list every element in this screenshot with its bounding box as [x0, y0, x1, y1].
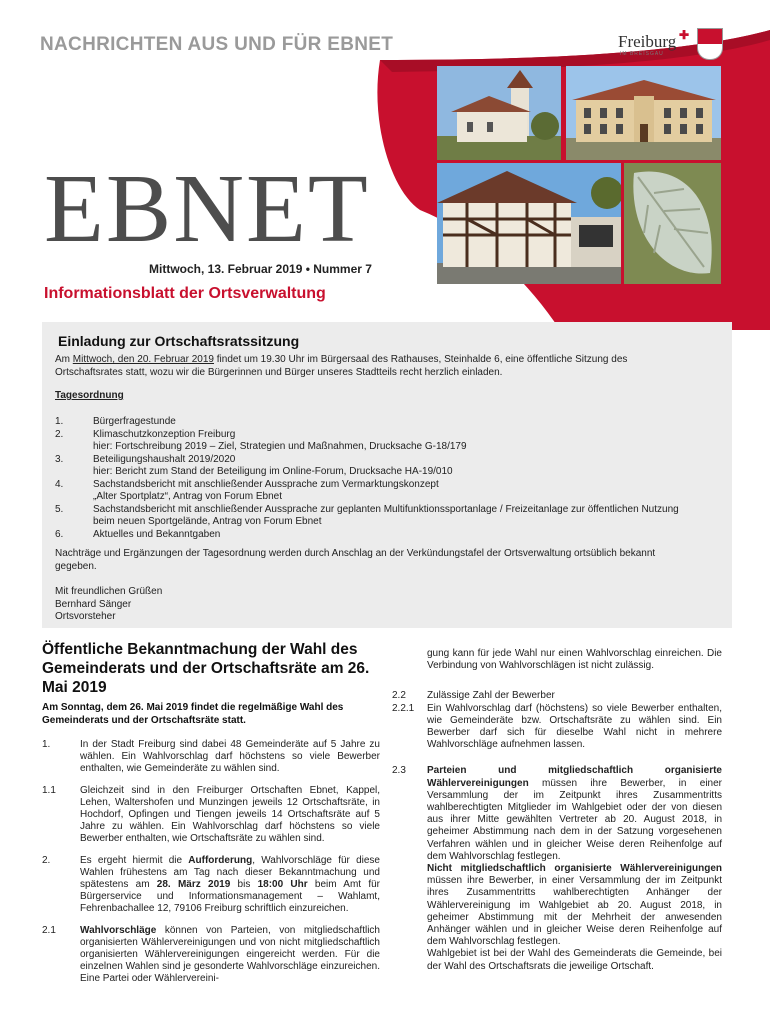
frosted-leaf-photo — [624, 163, 721, 284]
section-2-2-1: 2.2.1 Ein Wahlvorschlag darf (höchstens) so viele Bewerber enthalten, wie Gemeinderäte bzw. Ortschaftsräte zu wählen sind. Ein Bewerber darf sich für dieselbe Wahl nicht in mehrere Wahlvorschläge aufnehmen lassen. — [392, 702, 722, 751]
church-photo — [437, 66, 561, 160]
agenda-text — [93, 529, 695, 542]
invitation-intro: Am Mittwoch, den 20. Februar 2019 findet um 19.30 Uhr im Bürgersaal des Rathauses, Steinhalde 6, eine öffentliche Sitzung des Ortschaftsrates statt, wozu wir die Bürgerinnen und Bürger unseres Stadtteils recht herzlich einladen. — [55, 354, 628, 378]
agenda-line: Klimaschutzkonzeption Freiburg — [93, 428, 236, 440]
agenda-note: Nachträge und Ergänzungen der Tagesordnung werden durch Anschlag an der Verkündungstafel der Ortsverwaltung ortsüblich bekannt gegeben. — [55, 548, 656, 572]
agenda-number: 4. — [55, 478, 64, 490]
right-continuation: gung kann für jede Wahl nur einen Wahlvorschlag einreichen. Die Verbindung von Wahlvorschlägen ist nicht zulässig. — [427, 648, 722, 672]
agenda-line: Sachstandsbericht mit anschließender Aussprache zum Vermarktungskonzept — [93, 478, 439, 490]
section-2-1: 2.1 Wahlvorschläge können von Parteien, von mitgliedschaftlich organisierten Wählervereinigungen und von nicht mitgliedschaftlich organisierten Wählervereinigungen eingereicht werden. Für die einzelnen Wahlen sind je gesonderte Wahlvorschläge einzureichen. Eine Partei oder Wählervereini- — [42, 924, 380, 985]
section-1-1: 1.1 Gleichzeit sind in den Freiburger Ortschaften Ebnet, Kappel, Lehen, Waltershofen und Munzingen jeweils 12 Ortschaftsräte, in Hochdorf, Opfingen und Tiengen jeweils 14 Ortschaftsräte auf 5 Jahre zu wählen. Ein Wahlvorschlag darf höchstens so viele Bewerber enthalten, wie Ortschaftsräte zu wählen sind. — [42, 784, 380, 845]
agenda-line: Beteiligungshaushalt 2019/2020 — [93, 453, 236, 465]
section-2-3: 2.3 Parteien und mitgliedschaftlich organisierte Wählervereinigungen müssen ihre Bewerber, in einer Versammlung der im Zeitpunkt ihres Zusammentritts wahlberechtigten Mitglieder im Wahlgebiet oder der von diesen aus ihrer Mitte gewählten Vertreter ab 20. August 2018, in geheimer Abstimmung nach dem in der Satzung vorgesehenen Verfahren wählen und in gleicher Weise deren Reihenfolge auf dem Wahlvorschlag festlegen. Nicht mitgliedschaftlich organisierte Wählervereinigungen müssen ihre Bewerber, in einer Versammlung der im Zeitpunkt ihres Zusammentritts wahlberechtigten Anhänger der Wählervereinigung im Wahlgebiet ab 20. August 2018, in geheimer Abstimmung mit der Mehrheit der anwesenden Anhänger wählen und in gleicher Weise deren Reihenfolge auf dem Wahlvorschlag festlegen. Wahlgebiet ist bei der Wahl des Gemeinderats die Gemeinde, bei der Wahl des Ortschaftsrats die jeweilige Ortschaft. — [392, 765, 722, 972]
ebnet-title: EBNET — [44, 155, 370, 263]
closing-greeting: Mit freundlichen Grüßen — [55, 586, 163, 597]
issue-line: Mittwoch, 13. Februar 2019 • Nummer 7 — [149, 262, 372, 276]
coat-of-arms-icon — [697, 28, 723, 60]
agenda-item — [55, 529, 695, 542]
logo-sub: IM BREISGAU — [620, 51, 664, 57]
agenda-item — [55, 429, 695, 454]
agenda-list — [55, 416, 695, 541]
agenda-item — [55, 454, 695, 479]
section-1: 1. In der Stadt Freiburg sind dabei 48 Gemeinderäte auf 5 Jahre zu wählen. Ein Wahlvorschlag darf höchstens so viele Bewerber enthalten, wie Gemeinderäte zu wählen sind. — [42, 739, 380, 775]
agenda-text — [93, 416, 695, 429]
closing — [55, 586, 162, 624]
agenda-text — [93, 454, 695, 479]
agenda-item — [55, 479, 695, 504]
subtitle: Informationsblatt der Ortsverwaltung — [44, 285, 326, 302]
timber-house-photo — [437, 163, 621, 284]
agenda-text — [93, 479, 695, 504]
article-right-column — [392, 648, 722, 982]
section-2: 2. Es ergeht hiermit die Aufforderung, Wahlvorschläge für diese Wahlen frühestens am Tag nach dieser Bekanntmachung und spätestens am 28. März 2019 bis 18:00 Uhr beim Amt für Bürgerservice und Informationsmanagement – Wahlamt, Fehrenbachallee 12, 79106 Freiburg schriftlich einzureichen. — [42, 854, 381, 915]
agenda-number: 3. — [55, 453, 64, 465]
article-left-column — [42, 739, 380, 995]
closing-role: Ortsvorsteher — [55, 611, 116, 622]
agenda-line: hier: Fortschreibung 2019 – Ziel, Strategien und Maßnahmen, Drucksache G-18/179 — [93, 441, 467, 452]
agenda-number: 1. — [55, 416, 64, 427]
agenda-number: 5. — [55, 503, 64, 515]
freiburg-logo — [618, 26, 728, 62]
logo-word: Freiburg — [618, 32, 677, 51]
agenda-number: 6. — [55, 528, 64, 540]
agenda-line: hier: Bericht zum Stand der Beteiligung im Online-Forum, Drucksache HA-19/010 — [93, 466, 453, 477]
agenda-item — [55, 504, 695, 529]
agenda-number: 2. — [55, 428, 64, 440]
agenda-line: Bürgerfragestunde — [93, 416, 176, 427]
meeting-date: Mittwoch, den 20. Februar 2019 — [72, 354, 214, 365]
agenda-line: Aktuelles und Bekanntgaben — [93, 528, 221, 540]
agenda-item — [55, 416, 695, 429]
article-title: Öffentliche Bekanntmachung der Wahl des Gemeinderats und der Ortschaftsräte am 26. Mai 2019 — [42, 641, 370, 696]
agenda-text — [93, 429, 695, 454]
agenda-line: Sachstandsbericht mit anschließender Aussprache zur geplanten Multifunktionssportanlage / Freizeitanlage zur öffentlichen Nutzung beim neuen Sportgelände, Antrag von Forum Ebnet — [93, 503, 679, 527]
closing-name: Bernhard Sänger — [55, 598, 132, 610]
cross-icon: ✚ — [679, 28, 690, 42]
article-lead: Am Sonntag, dem 26. Mai 2019 findet die regelmäßige Wahl des Gemeinderats und der Ortschaftsräte statt. — [42, 702, 344, 726]
agenda-line: „Alter Sportplatz“, Antrag von Forum Ebnet — [93, 491, 282, 502]
section-2-2: 2.2 Zulässige Zahl der Bewerber — [392, 690, 555, 702]
masthead: NACHRICHTEN AUS UND FÜR EBNET — [40, 34, 394, 55]
rathaus-photo — [566, 66, 721, 160]
agenda-text — [93, 504, 695, 529]
invitation-title: Einladung zur Ortschaftsratssitzung — [58, 333, 300, 349]
agenda-heading: Tagesordnung — [55, 390, 124, 401]
